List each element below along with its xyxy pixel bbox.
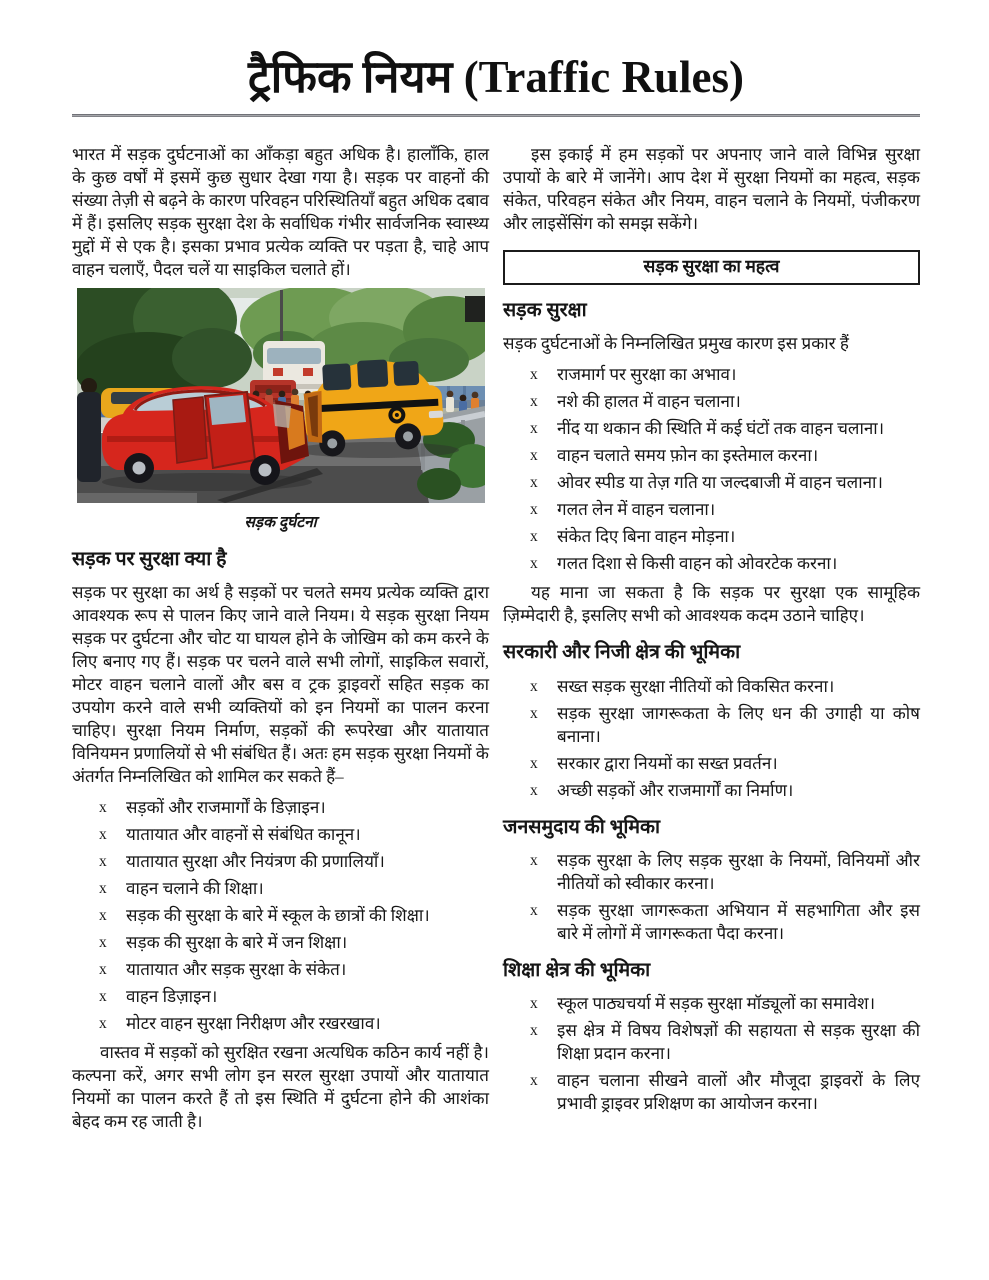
street-lamp: [465, 296, 485, 322]
right-column: [503, 143, 920, 1133]
page-title: ट्रैफिक नियम (Traffic Rules): [247, 52, 745, 102]
bullet-marker: x: [530, 1022, 538, 1040]
list-item: x नशे की हालत में वाहन चलाना।: [530, 392, 741, 412]
list-item: x गलत दिशा से किसी वाहन को ओवरटेक करना।: [530, 554, 838, 574]
left-closing-paragraph: वास्तव में सड़कों को सुरक्षित रखना अत्यधिक कठिन कार्य नहीं है। कल्पना करें, अगर सभी लोग इन सरल सुरक्षा उपायों और यातायात नियमों का पालन करते हैं तो इस स्थिति में दुर्घटना होने की आशंका बेहद कम रह जाती है।: [72, 1043, 489, 1132]
bullet-marker: x: [530, 1072, 538, 1090]
bullet-marker: x: [530, 420, 538, 438]
bullet-marker: x: [99, 799, 107, 817]
title-divider: [72, 114, 920, 117]
causes-lead: सड़क दुर्घटनाओं के निम्नलिखित प्रमुख कारण इस प्रकार हैं: [503, 334, 849, 354]
bullet-marker: x: [99, 961, 107, 979]
list-item: x सड़क सुरक्षा जागरूकता के लिए धन की उगाही या कोष बनाना।: [530, 703, 920, 746]
right-intro-paragraph: इस इकाई में हम सड़कों पर अपनाए जाने वाले विभिन्न सुरक्षा उपायों के बारे में जानेंगे। आप देश में सुरक्षा नियमों का महत्व, सड़क संकेत, परिवहन संकेत और नियम, वाहन चलाने के नियमों, पंजीकरण और लाइसेंसिंग को समझ सकेंगे।: [503, 145, 920, 233]
list-item: x संकेत दिए बिना वाहन मोड़ना।: [530, 527, 736, 547]
left-column: [72, 143, 489, 1133]
bullet-marker: x: [530, 447, 538, 465]
list-item: x वाहन चलाते समय फ़ोन का इस्तेमाल करना।: [530, 446, 819, 466]
list-item: x सड़कों और राजमार्गों के डिज़ाइन।: [99, 798, 326, 818]
list-item: x वाहन डिज़ाइन।: [99, 987, 218, 1007]
bullet-marker: x: [530, 393, 538, 411]
education-role-list: [503, 992, 920, 1115]
collective-responsibility-paragraph: यह माना जा सकता है कि सड़क पर सुरक्षा एक सामूहिक ज़िम्मेदारी है, इसलिए सभी को आवश्यक कदम उठाने चाहिए।: [503, 583, 920, 626]
bullet-marker: x: [99, 826, 107, 844]
bullet-marker: x: [530, 474, 538, 492]
list-item: x सख्त सड़क सुरक्षा नीतियों को विकसित करना।: [530, 676, 835, 696]
left-intro-paragraph: भारत में सड़क दुर्घटनाओं का आँकड़ा बहुत अधिक है। हालाँकि, हाल के कुछ वर्षों में इसमें कुछ सुधार देखा गया है। सड़क पर वाहनों की संख्या तेज़ी से बढ़ने के कारण परिवहन परिस्थितियाँ बहुत अधिक दबाव में हैं। इसलिए सड़क सुरक्षा देश के सर्वाधिक गंभीर सार्वजनिक स्वास्थ्य मुद्दों में से एक है। इसका प्रभाव प्रत्येक व्यक्ति पर पड़ता है, चाहे आप वाहन चलाएँ, पैदल चलें या साइकिल चलाते हों।: [72, 145, 489, 279]
importance-of-road-safety-box: सड़क सुरक्षा का महत्व: [503, 250, 920, 285]
bullet-marker: x: [99, 934, 107, 952]
list-item: x यातायात और वाहनों से संबंधित कानून।: [99, 825, 361, 845]
two-column-layout: [72, 143, 920, 1133]
what-is-road-safety-heading: सड़क पर सुरक्षा क्या है: [72, 549, 227, 570]
accident-photo: [77, 288, 485, 503]
bystander: [77, 378, 101, 482]
list-item: x सरकार द्वारा नियमों का सख्त प्रवर्तन।: [530, 753, 778, 773]
list-item: x यातायात सुरक्षा और नियंत्रण की प्रणालियाँ।: [99, 852, 385, 872]
list-item: x इस क्षेत्र में विषय विशेषज्ञों की सहायता से सड़क सुरक्षा की शिक्षा प्रदान करना।: [530, 1021, 920, 1064]
community-role-heading: जनसमुदाय की भूमिका: [503, 816, 661, 838]
bullet-marker: x: [530, 995, 538, 1013]
list-item: x यातायात और सड़क सुरक्षा के संकेत।: [99, 960, 347, 980]
community-role-list: [503, 849, 920, 945]
bullet-marker: x: [99, 880, 107, 898]
bullet-marker: x: [530, 366, 538, 384]
bullet-marker: x: [99, 907, 107, 925]
list-item: x वाहन चलाना सीखने वालों और मौजूदा ड्राइवरों के लिए प्रभावी ड्राइवर प्रशिक्षण का आयोजन करना।: [530, 1071, 920, 1114]
govt-private-role-heading: सरकारी और निजी क्षेत्र की भूमिका: [503, 642, 741, 664]
bullet-marker: x: [530, 781, 538, 799]
education-role-heading: शिक्षा क्षेत्र की भूमिका: [503, 959, 651, 981]
accident-photo-illustration: [77, 288, 485, 503]
list-item: x गलत लेन में वाहन चलाना।: [530, 500, 716, 520]
bullet-marker: x: [530, 501, 538, 519]
bullet-marker: x: [99, 1015, 107, 1033]
list-item: x स्कूल पाठ्यचर्या में सड़क सुरक्षा मॉड्यूलों का समावेश।: [530, 994, 876, 1014]
govt-private-role-list: [503, 675, 920, 802]
photo-caption: सड़क दुर्घटना: [244, 514, 317, 531]
bullet-marker: x: [530, 528, 538, 546]
road-safety-includes-list: [72, 796, 489, 1035]
bullet-marker: x: [530, 851, 538, 869]
list-item: x सड़क सुरक्षा जागरूकता अभियान में सहभागिता और इस बारे में लोगों में जागरूकता पैदा करना।: [530, 900, 920, 943]
list-item: x नींद या थकान की स्थिति में कई घंटों तक वाहन चलाना।: [530, 419, 885, 439]
bullet-marker: x: [530, 901, 538, 919]
bullet-marker: x: [99, 853, 107, 871]
list-item: x अच्छी सड़कों और राजमार्गों का निर्माण।: [530, 780, 794, 800]
bullet-marker: x: [530, 555, 538, 573]
list-item: x राजमार्ग पर सुरक्षा का अभाव।: [530, 365, 737, 385]
list-item: x वाहन चलाने की शिक्षा।: [99, 879, 264, 899]
bullet-marker: x: [530, 754, 538, 772]
open-car-door: [205, 392, 255, 468]
list-item: x सड़क सुरक्षा के लिए सड़क सुरक्षा के नियमों, विनियमों और नीतियों को स्वीकार करना।: [530, 850, 920, 893]
bullet-marker: x: [99, 988, 107, 1006]
bullet-marker: x: [530, 677, 538, 695]
list-item: x ओवर स्पीड या तेज़ गति या जल्दबाजी में वाहन चलाना।: [530, 473, 883, 493]
list-item: x मोटर वाहन सुरक्षा निरीक्षण और रखरखाव।: [99, 1014, 381, 1034]
list-item: x सड़क की सुरक्षा के बारे में स्कूल के छात्रों की शिक्षा।: [99, 906, 430, 926]
what-is-road-safety-body: सड़क पर सुरक्षा का अर्थ है सड़कों पर चलते समय प्रत्येक व्यक्ति द्वारा आवश्यक रूप से पालन किए जाने वाले नियम। ये सड़क सुरक्षा नियम सड़क पर दुर्घटना और चोट या घायल होने के जोखिम को कम करने के लिए बनाए गए हैं। सड़क पर चलने वाले सभी लोगों, साइकिल सवारों, मोटर वाहन चलाने वालों और बस व ट्रक ड्राइवरों सहित सड़क का उपयोग करने वाले सभी व्यक्तियों को इन नियमों का पालन करना चाहिए। सुरक्षा नियम निर्माण, सड़कों की रूपरेखा और यातायात विनियमन प्रणालियों से भी संबंधित हैं। अतः हम सड़क सुरक्षा नियमों के अंतर्गत निम्नलिखित को शामिल कर सकते हैं–: [72, 583, 489, 787]
road-safety-heading: सड़क सुरक्षा: [503, 299, 587, 321]
accident-causes-list: [503, 363, 920, 575]
list-item: x सड़क की सुरक्षा के बारे में जन शिक्षा।: [99, 933, 348, 953]
bullet-marker: x: [530, 704, 538, 722]
